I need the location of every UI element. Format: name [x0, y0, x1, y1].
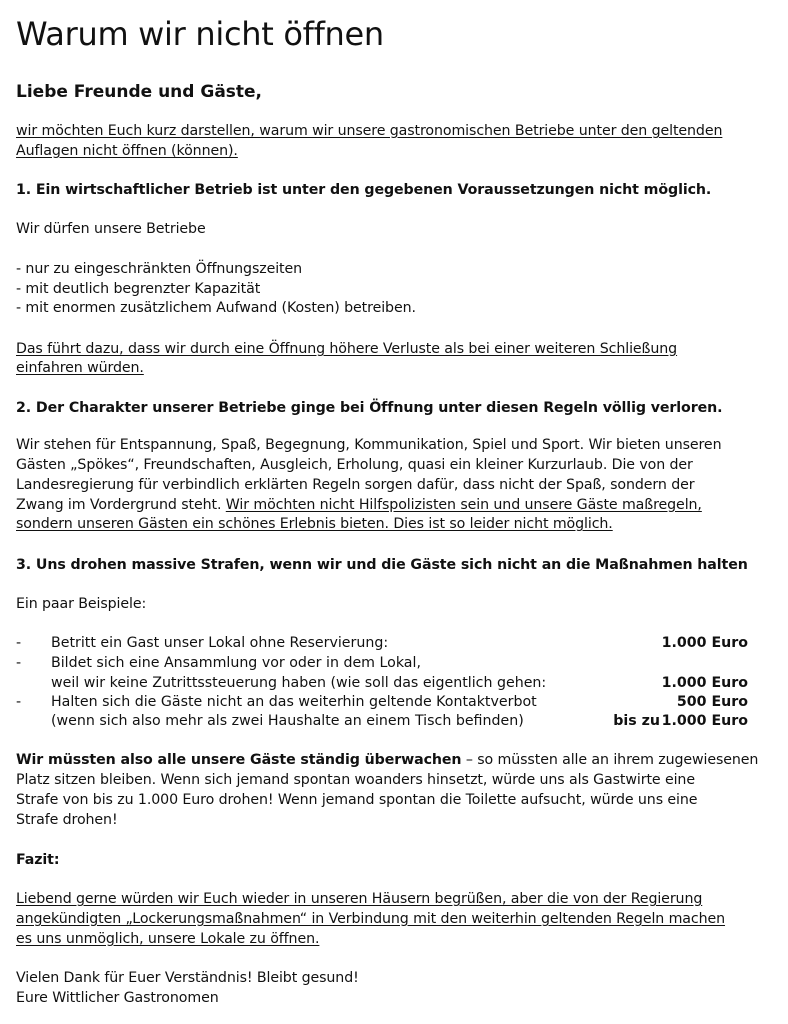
- section-2-line: sondern unseren Gästen ein schönes Erlebnis bieten. Dies ist so leider nicht möglich.: [16, 516, 613, 532]
- row-dash: -: [16, 694, 22, 710]
- surveillance-line: Strafe von bis zu 1.000 Euro drohen! Wenn jemand spontan die Toilette aufsucht, würde uns eine: [16, 792, 698, 808]
- row-text: Betritt ein Gast unser Lokal ohne Reservierung:: [51, 635, 389, 651]
- row-dash: -: [16, 635, 22, 651]
- bullet-item: - nur zu eingeschränkten Öffnungszeiten: [16, 261, 303, 277]
- row-amount: 1.000 Euro: [661, 675, 748, 691]
- fazit-line: es uns unmöglich, unsere Lokale zu öffnen.: [16, 931, 320, 947]
- intro-line: wir möchten Euch kurz darstellen, warum wir unsere gastronomischen Betriebe unter den geltenden: [16, 123, 723, 139]
- row-dash: -: [16, 655, 22, 671]
- fazit-heading: Fazit:: [16, 852, 60, 868]
- section-2-heading: 2. Der Charakter unserer Betriebe ginge bei Öffnung unter diesen Regeln völlig verloren.: [16, 400, 723, 416]
- greeting: Liebe Freunde und Gäste,: [16, 82, 263, 102]
- section-2-line-underlined: Wir möchten nicht Hilfspolizisten sein und unsere Gäste maßregeln,: [225, 497, 702, 513]
- section-2-line: [16, 495, 702, 515]
- signature: Eure Wittlicher Gastronomen: [16, 990, 219, 1006]
- section-2-line: Gästen „Spökes“, Freundschaften, Ausgleich, Erholung, quasi ein kleiner Kurzurlaub. Die von der: [16, 457, 693, 473]
- penalty-row: [16, 711, 748, 731]
- section-1-heading: 1. Ein wirtschaftlicher Betrieb ist unter den gegebenen Voraussetzungen nicht möglich.: [16, 182, 712, 198]
- section-1-lead: Wir dürfen unsere Betriebe: [16, 221, 206, 237]
- fazit-line: Liebend gerne würden wir Euch wieder in unseren Häusern begrüßen, aber die von der Regierung: [16, 891, 703, 907]
- section-2-line: Landesregierung für verbindlich erklärten Regeln sorgen dafür, dass nicht der Spaß, sondern der: [16, 477, 695, 493]
- surveillance-line: Platz sitzen bleiben. Wenn sich jemand spontan woanders hinsetzt, würde uns als Gastwirte eine: [16, 772, 695, 788]
- section-3-heading: 3. Uns drohen massive Strafen, wenn wir und die Gäste sich nicht an die Maßnahmen halten: [16, 557, 748, 573]
- row-amount: 1.000 Euro: [661, 713, 748, 729]
- fazit-line: angekündigten „Lockerungsmaßnahmen“ in Verbindung mit den weiterhin geltenden Regeln machen: [16, 911, 726, 927]
- section-3-lead: Ein paar Beispiele:: [16, 596, 147, 612]
- surveillance-line: [16, 750, 758, 770]
- row-text: (wenn sich also mehr als zwei Haushalte an einem Tisch befinden): [51, 713, 524, 729]
- surveillance-rest: – so müssten alle an ihrem zugewiesenen: [461, 752, 759, 768]
- row-text: weil wir keine Zutrittssteuerung haben (wie soll das eigentlich gehen:: [51, 675, 547, 691]
- row-text: Halten sich die Gäste nicht an das weiterhin geltende Kontaktverbot: [51, 694, 537, 710]
- row-text: Bildet sich eine Ansammlung vor oder in dem Lokal,: [51, 655, 421, 671]
- bullet-item: - mit enormen zusätzlichem Aufwand (Kosten) betreiben.: [16, 300, 416, 316]
- section-2-line-plain: Zwang im Vordergrund steht.: [16, 497, 226, 513]
- section-1-conclusion: Das führt dazu, dass wir durch eine Öffnung höhere Verluste als bei einer weiteren Schließung: [16, 341, 678, 357]
- closing-line: Vielen Dank für Euer Verständnis! Bleibt gesund!: [16, 970, 359, 986]
- row-amount: 1.000 Euro: [661, 635, 748, 651]
- page-title: Warum wir nicht öffnen: [16, 15, 384, 53]
- section-1-conclusion: einfahren würden.: [16, 360, 144, 376]
- row-amount: 500 Euro: [676, 694, 748, 710]
- penalty-row: [16, 673, 748, 693]
- bullet-item: - mit deutlich begrenzter Kapazität: [16, 281, 261, 297]
- surveillance-line: Strafe drohen!: [16, 812, 118, 828]
- surveillance-bold: Wir müssten also alle unsere Gäste ständig überwachen: [16, 752, 462, 768]
- row-amount-prefix: bis zu: [613, 713, 660, 729]
- penalty-row: [16, 692, 748, 712]
- penalty-row: [16, 653, 748, 673]
- intro-line: Auflagen nicht öffnen (können).: [16, 143, 238, 159]
- section-2-line: Wir stehen für Entspannung, Spaß, Begegnung, Kommunikation, Spiel und Sport. Wir bieten unseren: [16, 437, 722, 453]
- penalty-row: [16, 633, 748, 653]
